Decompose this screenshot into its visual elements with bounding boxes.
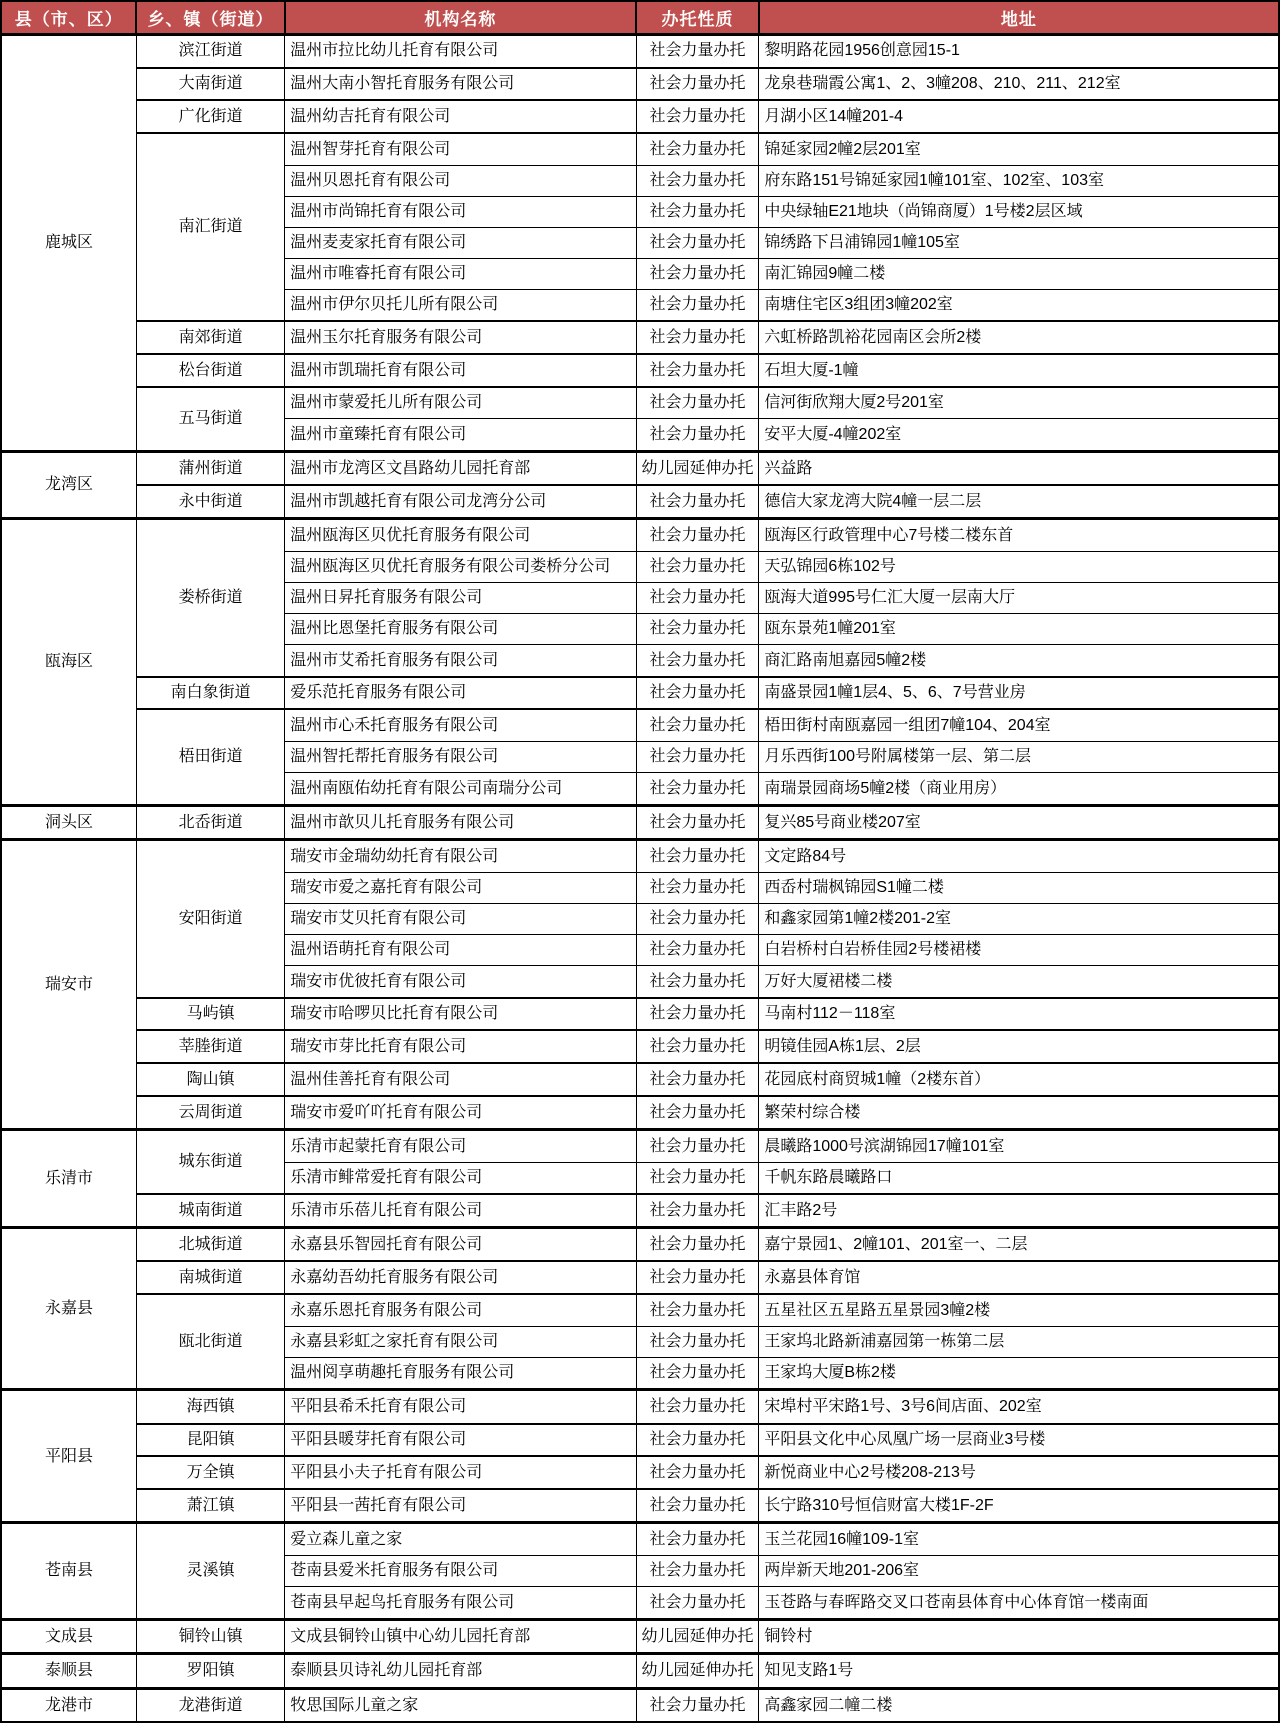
type-cell: 社会力量办托 <box>636 1261 759 1294</box>
table-row <box>1 519 1279 552</box>
addr-cell: 高鑫家园二幢二楼 <box>759 1688 1279 1722</box>
type-cell: 社会力量办托 <box>636 1162 759 1194</box>
addr-cell: 万好大厦裙楼二楼 <box>759 966 1279 998</box>
type-cell: 社会力量办托 <box>636 1489 759 1523</box>
org-cell: 温州阅享萌趣托育服务有限公司 <box>285 1357 636 1390</box>
street-cell: 安阳街道 <box>136 840 284 998</box>
addr-cell: 锦延家园2幢2层201室 <box>759 133 1279 165</box>
county-cell: 龙港市 <box>1 1688 136 1722</box>
addr-cell: 知见支路1号 <box>759 1654 1279 1688</box>
table-row <box>1 1194 1279 1228</box>
org-cell: 温州麦麦家托育有限公司 <box>285 227 636 258</box>
addr-cell: 繁荣村综合楼 <box>759 1096 1279 1130</box>
type-cell: 社会力量办托 <box>636 34 759 68</box>
org-cell: 温州日昇托育服务有限公司 <box>285 583 636 614</box>
table-row <box>1 1523 1279 1556</box>
org-cell: 爱立森儿童之家 <box>285 1523 636 1556</box>
org-cell: 瑞安市金瑞幼幼托育有限公司 <box>285 840 636 873</box>
org-cell: 温州市蒙爱托儿所有限公司 <box>285 387 636 419</box>
street-cell: 城东街道 <box>136 1130 284 1195</box>
org-cell: 温州佳善托育有限公司 <box>285 1063 636 1096</box>
type-cell: 社会力量办托 <box>636 1688 759 1722</box>
table-row <box>1 354 1279 387</box>
addr-cell: 马南村112－118室 <box>759 998 1279 1031</box>
county-cell: 鹿城区 <box>1 34 136 452</box>
org-cell: 瑞安市爱之嘉托育有限公司 <box>285 872 636 903</box>
table-row <box>1 452 1279 486</box>
addr-cell: 瓯东景苑1幢201室 <box>759 614 1279 645</box>
table-row <box>1 677 1279 710</box>
county-cell: 龙湾区 <box>1 452 136 519</box>
addr-cell: 南塘住宅区3组团3幢202室 <box>759 289 1279 321</box>
column-header-address: 地址 <box>759 1 1279 34</box>
type-cell: 社会力量办托 <box>636 840 759 873</box>
type-cell: 社会力量办托 <box>636 1030 759 1063</box>
street-cell: 陶山镇 <box>136 1063 284 1096</box>
type-cell: 社会力量办托 <box>636 1390 759 1424</box>
org-cell: 平阳县小夫子托育有限公司 <box>285 1456 636 1489</box>
addr-cell: 复兴85号商业楼207室 <box>759 805 1279 839</box>
org-cell: 温州比恩堡托育服务有限公司 <box>285 614 636 645</box>
type-cell: 社会力量办托 <box>636 485 759 519</box>
street-cell: 南白象街道 <box>136 677 284 710</box>
addr-cell: 天弘锦园6栋102号 <box>759 552 1279 583</box>
type-cell: 社会力量办托 <box>636 419 759 452</box>
org-cell: 平阳县希禾托育有限公司 <box>285 1390 636 1424</box>
county-cell: 瑞安市 <box>1 840 136 1130</box>
county-cell: 洞头区 <box>1 805 136 839</box>
addr-cell: 平阳县文化中心凤凰广场一层商业3号楼 <box>759 1424 1279 1457</box>
table-row <box>1 1456 1279 1489</box>
type-cell: 社会力量办托 <box>636 1456 759 1489</box>
addr-cell: 白岩桥村白岩桥佳园2号楼裙楼 <box>759 935 1279 966</box>
org-cell: 平阳县一茜托育有限公司 <box>285 1489 636 1523</box>
addr-cell: 中央绿轴E21地块（尚锦商厦）1号楼2层区域 <box>759 196 1279 227</box>
addr-cell: 晨曦路1000号滨湖锦园17幢101室 <box>759 1130 1279 1163</box>
org-cell: 永嘉乐恩托育服务有限公司 <box>285 1294 636 1326</box>
type-cell: 社会力量办托 <box>636 1587 759 1620</box>
table-row <box>1 805 1279 839</box>
addr-cell: 六虹桥路凯裕花园南区会所2楼 <box>759 321 1279 354</box>
org-cell: 永嘉县彩虹之家托育有限公司 <box>285 1326 636 1357</box>
addr-cell: 黎明路花园1956创意园15-1 <box>759 34 1279 68</box>
addr-cell: 铜铃村 <box>759 1619 1279 1653</box>
addr-cell: 兴益路 <box>759 452 1279 486</box>
type-cell: 社会力量办托 <box>636 1294 759 1326</box>
type-cell: 社会力量办托 <box>636 1194 759 1228</box>
county-cell: 文成县 <box>1 1619 136 1653</box>
street-cell: 罗阳镇 <box>136 1654 284 1688</box>
addr-cell: 明镜佳园A栋1层、2层 <box>759 1030 1279 1063</box>
type-cell: 社会力量办托 <box>636 68 759 101</box>
addr-cell: 德信大家龙湾大院4幢一层二层 <box>759 485 1279 519</box>
org-cell: 温州瓯海区贝优托育服务有限公司 <box>285 519 636 552</box>
type-cell: 社会力量办托 <box>636 1228 759 1262</box>
org-cell: 温州智托帮托育服务有限公司 <box>285 741 636 772</box>
type-cell: 社会力量办托 <box>636 100 759 133</box>
table-header <box>1 1 1279 34</box>
org-cell: 温州市拉比幼儿托育有限公司 <box>285 34 636 68</box>
addr-cell: 西岙村瑞枫锦园S1幢二楼 <box>759 872 1279 903</box>
street-cell: 灵溪镇 <box>136 1523 284 1620</box>
org-cell: 爱乐范托育服务有限公司 <box>285 677 636 710</box>
table-row <box>1 1654 1279 1688</box>
org-cell: 温州大南小智托育服务有限公司 <box>285 68 636 101</box>
type-cell: 社会力量办托 <box>636 741 759 772</box>
addr-cell: 永嘉县体育馆 <box>759 1261 1279 1294</box>
org-cell: 瑞安市芽比托育有限公司 <box>285 1030 636 1063</box>
org-cell: 温州市龙湾区文昌路幼儿园托育部 <box>285 452 636 486</box>
county-cell: 乐清市 <box>1 1130 136 1228</box>
addr-cell: 和鑫家园第1幢2楼201-2室 <box>759 904 1279 935</box>
street-cell: 南汇街道 <box>136 133 284 321</box>
type-cell: 社会力量办托 <box>636 196 759 227</box>
type-cell: 社会力量办托 <box>636 519 759 552</box>
type-cell: 社会力量办托 <box>636 645 759 677</box>
org-cell: 乐清市起蒙托育有限公司 <box>285 1130 636 1163</box>
type-cell: 社会力量办托 <box>636 289 759 321</box>
street-cell: 萧江镇 <box>136 1489 284 1523</box>
street-cell: 万全镇 <box>136 1456 284 1489</box>
addr-cell: 玉苍路与春晖路交叉口苍南县体育中心体育馆一楼南面 <box>759 1587 1279 1620</box>
addr-cell: 汇丰路2号 <box>759 1194 1279 1228</box>
org-cell: 温州市凯越托育有限公司龙湾分公司 <box>285 485 636 519</box>
street-cell: 永中街道 <box>136 485 284 519</box>
table-row <box>1 1489 1279 1523</box>
table-row <box>1 1688 1279 1722</box>
addr-cell: 文定路84号 <box>759 840 1279 873</box>
type-cell: 社会力量办托 <box>636 1523 759 1556</box>
column-header-county: 县（市、区） <box>1 1 136 34</box>
street-cell: 南郊街道 <box>136 321 284 354</box>
table-row <box>1 68 1279 101</box>
addr-cell: 南盛景园1幢1层4、5、6、7号营业房 <box>759 677 1279 710</box>
addr-cell: 信河街欣翔大厦2号201室 <box>759 387 1279 419</box>
type-cell: 社会力量办托 <box>636 677 759 710</box>
addr-cell: 锦绣路下吕浦锦园1幢105室 <box>759 227 1279 258</box>
table-row <box>1 1390 1279 1424</box>
type-cell: 社会力量办托 <box>636 1130 759 1163</box>
addr-cell: 安平大厦-4幢202室 <box>759 419 1279 452</box>
type-cell: 社会力量办托 <box>636 1326 759 1357</box>
org-cell: 温州智芽托育有限公司 <box>285 133 636 165</box>
street-cell: 北城街道 <box>136 1228 284 1262</box>
addr-cell: 瓯海区行政管理中心7号楼二楼东首 <box>759 519 1279 552</box>
street-cell: 海西镇 <box>136 1390 284 1424</box>
table-body <box>1 34 1279 1722</box>
addr-cell: 千帆东路晨曦路口 <box>759 1162 1279 1194</box>
org-cell: 温州玉尔托育服务有限公司 <box>285 321 636 354</box>
org-cell: 温州市心禾托育服务有限公司 <box>285 709 636 741</box>
table-row <box>1 1424 1279 1457</box>
addr-cell: 花园底村商贸城1幢（2楼东首） <box>759 1063 1279 1096</box>
street-cell: 马屿镇 <box>136 998 284 1031</box>
type-cell: 社会力量办托 <box>636 227 759 258</box>
table-row <box>1 1130 1279 1163</box>
org-cell: 乐清市鲱常爱托育有限公司 <box>285 1162 636 1194</box>
org-cell: 温州幼吉托育有限公司 <box>285 100 636 133</box>
org-cell: 泰顺县贝诗礼幼儿园托育部 <box>285 1654 636 1688</box>
addr-cell: 瓯海大道995号仁汇大厦一层南大厅 <box>759 583 1279 614</box>
addr-cell: 石坦大厦-1幢 <box>759 354 1279 387</box>
org-cell: 温州贝恩托育有限公司 <box>285 165 636 196</box>
type-cell: 社会力量办托 <box>636 935 759 966</box>
type-cell: 幼儿园延伸办托 <box>636 1654 759 1688</box>
column-header-care-type: 办托性质 <box>636 1 759 34</box>
org-cell: 文成县铜铃山镇中心幼儿园托育部 <box>285 1619 636 1653</box>
street-cell: 北岙街道 <box>136 805 284 839</box>
type-cell: 幼儿园延伸办托 <box>636 1619 759 1653</box>
street-cell: 滨江街道 <box>136 34 284 68</box>
county-cell: 永嘉县 <box>1 1228 136 1390</box>
type-cell: 社会力量办托 <box>636 552 759 583</box>
org-cell: 永嘉县乐智园托育有限公司 <box>285 1228 636 1262</box>
table-row <box>1 1294 1279 1326</box>
table-row <box>1 1228 1279 1262</box>
table-row <box>1 709 1279 741</box>
county-cell: 平阳县 <box>1 1390 136 1523</box>
table-row <box>1 1619 1279 1653</box>
org-cell: 温州南瓯佑幼托育有限公司南瑞分公司 <box>285 773 636 806</box>
org-cell: 乐清市乐蓓儿托育有限公司 <box>285 1194 636 1228</box>
addr-cell: 南瑞景园商场5幢2楼（商业用房） <box>759 773 1279 806</box>
table-row <box>1 1261 1279 1294</box>
county-cell: 泰顺县 <box>1 1654 136 1688</box>
org-cell: 温州市童臻托育有限公司 <box>285 419 636 452</box>
addr-cell: 梧田街村南瓯嘉园一组团7幢104、204室 <box>759 709 1279 741</box>
street-cell: 梧田街道 <box>136 709 284 805</box>
header-row <box>1 1 1279 34</box>
org-cell: 温州语萌托育有限公司 <box>285 935 636 966</box>
type-cell: 社会力量办托 <box>636 321 759 354</box>
county-cell: 瓯海区 <box>1 519 136 806</box>
org-cell: 温州市艾希托育服务有限公司 <box>285 645 636 677</box>
type-cell: 社会力量办托 <box>636 904 759 935</box>
street-cell: 松台街道 <box>136 354 284 387</box>
org-cell: 牧思国际儿童之家 <box>285 1688 636 1722</box>
type-cell: 社会力量办托 <box>636 709 759 741</box>
type-cell: 社会力量办托 <box>636 614 759 645</box>
type-cell: 社会力量办托 <box>636 354 759 387</box>
table-row <box>1 1096 1279 1130</box>
table-row <box>1 387 1279 419</box>
street-cell: 广化街道 <box>136 100 284 133</box>
org-cell: 温州市尚锦托育有限公司 <box>285 196 636 227</box>
addr-cell: 月湖小区14幢201-4 <box>759 100 1279 133</box>
type-cell: 社会力量办托 <box>636 773 759 806</box>
table-row <box>1 1030 1279 1063</box>
street-cell: 大南街道 <box>136 68 284 101</box>
addr-cell: 长宁路310号恒信财富大楼1F-2F <box>759 1489 1279 1523</box>
addr-cell: 府东路151号锦延家园1幢101室、102室、103室 <box>759 165 1279 196</box>
table-row <box>1 1063 1279 1096</box>
street-cell: 铜铃山镇 <box>136 1619 284 1653</box>
type-cell: 社会力量办托 <box>636 966 759 998</box>
table-row <box>1 840 1279 873</box>
org-cell: 永嘉幼吾幼托育服务有限公司 <box>285 1261 636 1294</box>
type-cell: 社会力量办托 <box>636 1555 759 1586</box>
addr-cell: 玉兰花园16幢109-1室 <box>759 1523 1279 1556</box>
org-cell: 温州市唯睿托育有限公司 <box>285 258 636 289</box>
type-cell: 社会力量办托 <box>636 1357 759 1390</box>
table-row <box>1 485 1279 519</box>
org-cell: 瑞安市艾贝托育有限公司 <box>285 904 636 935</box>
addr-cell: 龙泉巷瑞霞公寓1、2、3幢208、210、211、212室 <box>759 68 1279 101</box>
county-cell: 苍南县 <box>1 1523 136 1620</box>
org-cell: 温州市歆贝儿托育服务有限公司 <box>285 805 636 839</box>
table-row <box>1 998 1279 1031</box>
org-cell: 苍南县爱米托育服务有限公司 <box>285 1555 636 1586</box>
street-cell: 城南街道 <box>136 1194 284 1228</box>
org-cell: 温州市伊尔贝托儿所有限公司 <box>285 289 636 321</box>
addr-cell: 王家坞大厦B栋2楼 <box>759 1357 1279 1390</box>
type-cell: 社会力量办托 <box>636 998 759 1031</box>
table-row <box>1 100 1279 133</box>
street-cell: 龙港街道 <box>136 1688 284 1722</box>
addr-cell: 五星社区五星路五星景园3幢2楼 <box>759 1294 1279 1326</box>
street-cell: 云周街道 <box>136 1096 284 1130</box>
table-row <box>1 133 1279 165</box>
street-cell: 南城街道 <box>136 1261 284 1294</box>
addr-cell: 嘉宁景园1、2幢101、201室一、二层 <box>759 1228 1279 1262</box>
org-cell: 瑞安市优彼托育有限公司 <box>285 966 636 998</box>
org-cell: 温州瓯海区贝优托育服务有限公司娄桥分公司 <box>285 552 636 583</box>
street-cell: 莘塍街道 <box>136 1030 284 1063</box>
type-cell: 社会力量办托 <box>636 583 759 614</box>
org-cell: 苍南县早起鸟托育服务有限公司 <box>285 1587 636 1620</box>
table-row <box>1 321 1279 354</box>
addr-cell: 两岸新天地201-206室 <box>759 1555 1279 1586</box>
type-cell: 社会力量办托 <box>636 387 759 419</box>
org-cell: 平阳县暖芽托育有限公司 <box>285 1424 636 1457</box>
type-cell: 社会力量办托 <box>636 1063 759 1096</box>
type-cell: 社会力量办托 <box>636 133 759 165</box>
addr-cell: 月乐西街100号附属楼第一层、第二层 <box>759 741 1279 772</box>
type-cell: 社会力量办托 <box>636 872 759 903</box>
column-header-org-name: 机构名称 <box>285 1 636 34</box>
street-cell: 蒲州街道 <box>136 452 284 486</box>
column-header-street: 乡、镇（街道） <box>136 1 284 34</box>
type-cell: 社会力量办托 <box>636 1424 759 1457</box>
addr-cell: 新悦商业中心2号楼208-213号 <box>759 1456 1279 1489</box>
type-cell: 社会力量办托 <box>636 805 759 839</box>
type-cell: 社会力量办托 <box>636 1096 759 1130</box>
org-cell: 瑞安市爱吖吖托育有限公司 <box>285 1096 636 1130</box>
street-cell: 娄桥街道 <box>136 519 284 677</box>
org-cell: 温州市凯瑞托育有限公司 <box>285 354 636 387</box>
type-cell: 幼儿园延伸办托 <box>636 452 759 486</box>
org-cell: 瑞安市哈啰贝比托育有限公司 <box>285 998 636 1031</box>
type-cell: 社会力量办托 <box>636 165 759 196</box>
type-cell: 社会力量办托 <box>636 258 759 289</box>
addr-cell: 商汇路南旭嘉园5幢2楼 <box>759 645 1279 677</box>
addr-cell: 南汇锦园9幢二楼 <box>759 258 1279 289</box>
street-cell: 昆阳镇 <box>136 1424 284 1457</box>
table-row <box>1 34 1279 68</box>
addr-cell: 王家坞北路新浦嘉园第一栋第二层 <box>759 1326 1279 1357</box>
street-cell: 五马街道 <box>136 387 284 452</box>
addr-cell: 宋埠村平宋路1号、3号6间店面、202室 <box>759 1390 1279 1424</box>
street-cell: 瓯北街道 <box>136 1294 284 1390</box>
